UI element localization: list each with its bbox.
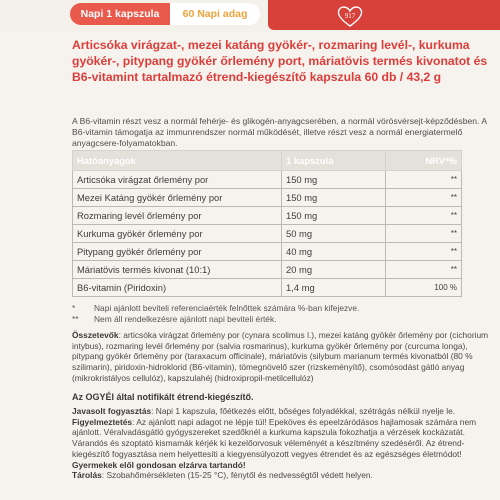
storage-label: Tárolás (72, 470, 102, 481)
footnote-text: Napi ajánlott beviteli referenciaérték felnőttek számára %-ban kifejezve. (94, 303, 360, 313)
storage-paragraph (72, 470, 492, 481)
ingredients-text: : articsóka virágzat őrlemény por (cynara scolimus l.), mezei katáng gyökér őrlemény por (cichorium intybus), rozmaring levél őrlemény por (salvia rosmarinus), kurkuma gyökér őrlemény por (curcuma longa), pitypang gyökér őrlemény por (taraxacum officinale), máriatövis (silybum marianum termés kivonatból (80 % szilimarin), piridoxin-hidroklorid (B6-vitamin), tömegnövelő szer (rizskeményítő), csomósodást gátló anyag (mikrokristályos cellulóz), kapszulahéj (hidroxipropil-metilcellulóz) (72, 330, 489, 383)
dosage-label: Javasolt fogyasztás (72, 406, 152, 416)
ingredient-nrv: 100 % (386, 279, 462, 297)
dose-badge (70, 3, 260, 25)
intro-text: A B6-vitamin részt vesz a normál fehérje- és glikogén-anyagcserében, a normál vörösvérsejt-képződésben. A B6-vitamin támogatja az immunrendszer normál működését, illetve részt vesz a normál energiatermelő anyagcsere-folyamatokban. (72, 116, 487, 148)
ingredient-name: Mezei Katáng gyökér őrlemény por (73, 189, 282, 207)
ingredient-name: Rozmaring levél őrlemény por (73, 207, 282, 225)
dosage-text: : Napi 1 kapszula, főétkezés előtt, bőséges folyadékkal, szétrágás nélkül nyelje le. (151, 406, 456, 416)
header-nrv: NRV*% (386, 151, 462, 171)
ingredient-amount: 20 mg (282, 261, 386, 279)
footnote-text: Nem áll rendelkezésre ajánlott napi beviteli érték. (94, 314, 277, 324)
table-row (73, 279, 462, 297)
usage-section (72, 406, 492, 481)
ingredient-amount: 150 mg (282, 207, 386, 225)
table-row (73, 171, 462, 189)
table-row (73, 243, 462, 261)
footnotes (72, 303, 482, 325)
daily-dose-count-badge: 60 Napi adag (170, 3, 260, 25)
ogyei-notice: Az OGYÉI által notifikált étrend-kiegészítő. (72, 392, 254, 402)
ingredient-nrv: ** (386, 225, 462, 243)
warning-label: Figyelmeztetés (72, 416, 133, 427)
table-row (73, 225, 462, 243)
ingredient-amount: 1,4 mg (282, 279, 386, 297)
ingredient-amount: 150 mg (282, 189, 386, 207)
ingredient-nrv: ** (386, 189, 462, 207)
brand-banner (268, 0, 500, 30)
table-row (73, 189, 462, 207)
storage-text: : Szobahőmérsékleten (15-25 °C), fénytől és nedvességtől védett helyen. (101, 470, 373, 481)
ingredient-amount: 150 mg (282, 171, 386, 189)
ingredient-name: Máriatövis termés kivonat (10:1) (73, 261, 282, 279)
product-title: Articsóka virágzat-, mezei katáng gyökér-, rozmaring levél-, kurkuma gyökér-, pitypang gyökér őrlemény port, máriatövis termés kivonatot és B6-vitamint tartalmazó étrend-kiegészítő kapszula 60 db / 43,2 g (72, 38, 488, 84)
ingredient-amount: 50 mg (282, 225, 386, 243)
ingredient-name: Kurkuma gyökér őrlemény por (73, 225, 282, 243)
warning-paragraph (72, 417, 492, 471)
daily-capsule-badge: Napi 1 kapszula (70, 3, 170, 25)
ingredient-table (72, 150, 462, 297)
ingredient-nrv: ** (386, 261, 462, 279)
header-active-ingredients: Hatóanyagok (73, 151, 282, 171)
dosage-paragraph (72, 406, 492, 417)
table-row (73, 261, 462, 279)
ingredient-nrv: ** (386, 243, 462, 261)
footnote-no-reference (72, 314, 482, 325)
ingredient-name: B6-vitamin (Piridoxin) (73, 279, 282, 297)
header-per-capsule: 1 kapszula (282, 151, 386, 171)
ingredient-nrv: ** (386, 171, 462, 189)
ingredient-name: Articsóka virágzat őrlemény por (73, 171, 282, 189)
footnote-mark: ** (72, 314, 79, 324)
table-row (73, 207, 462, 225)
logo-number: 917 (344, 12, 356, 20)
ingredients-label: Összetevők (72, 330, 119, 340)
ingredient-name: Pitypang gyökér őrlemény por (73, 243, 282, 261)
footnote-nrv (72, 303, 482, 314)
ingredient-amount: 40 mg (282, 243, 386, 261)
ingredients-section (72, 330, 492, 384)
table-header-row (73, 151, 462, 171)
footnote-mark: * (72, 303, 76, 313)
ingredient-nrv: ** (386, 207, 462, 225)
child-warning: Gyermekek elől gondosan elzárva tartandó! (72, 459, 246, 470)
warning-text: : Az ajánlott napi adagot ne lépje túl! Epeköves és epeelzáródásos hajlamosak számára nem ajánlott. Véralvadásgátló gyógyszereket szedőknél a kurkuma kapszula fokozhatja a vérzések kockázatát. Várandós és szoptató kismamák kérjék ki kezelőorvosuk véleményét a készítmény szedéséről. Az étrend-kiegészítő fogyasztása nem helyettesíti a kiegyensúlyozott vegyes étrendet és az egészséges életmódot! (72, 416, 477, 459)
